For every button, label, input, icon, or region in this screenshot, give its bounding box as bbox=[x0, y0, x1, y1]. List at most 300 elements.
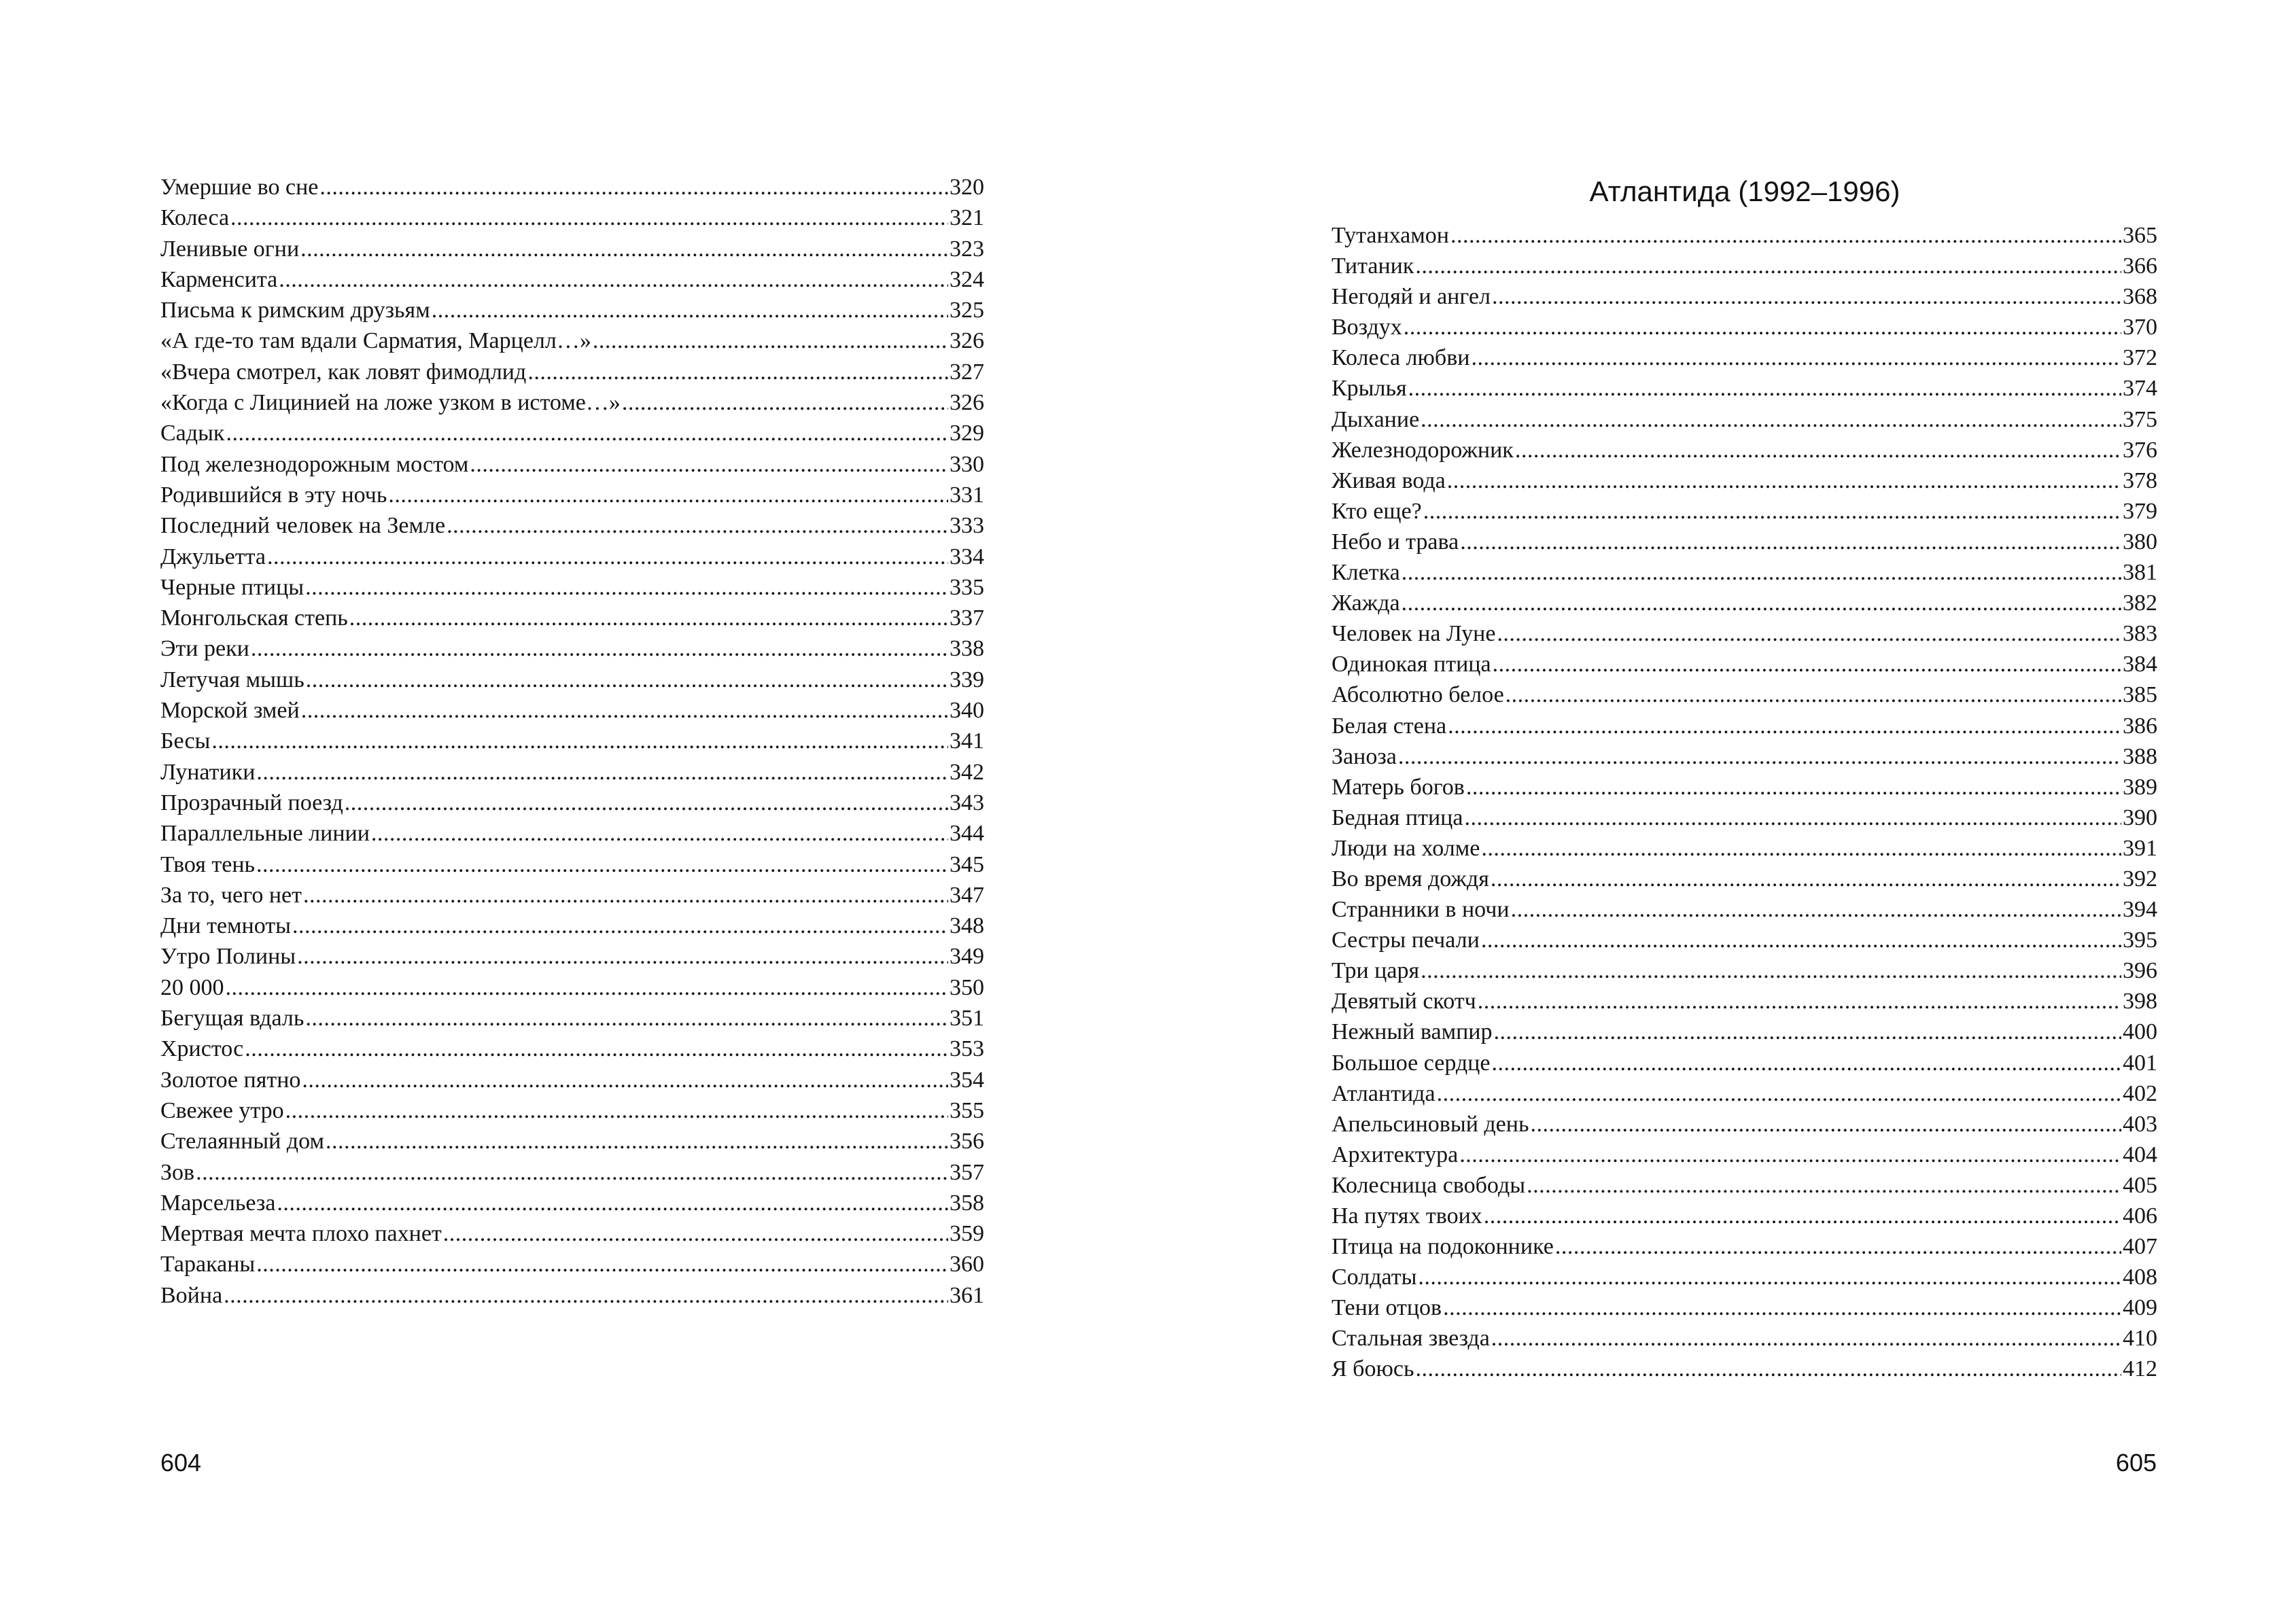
dot-leader bbox=[305, 1003, 948, 1034]
toc-entry-page-number: 355 bbox=[950, 1097, 984, 1123]
toc-entry-title: Кто еще? bbox=[1332, 498, 1422, 524]
toc-entry bbox=[160, 726, 984, 756]
dot-leader bbox=[1460, 527, 2121, 557]
dot-leader bbox=[1478, 986, 2121, 1017]
dot-leader bbox=[1402, 588, 2121, 618]
toc-entry-title: Умершие во сне bbox=[160, 175, 319, 200]
toc-entry bbox=[160, 757, 984, 788]
toc-entry-page-number: 398 bbox=[2123, 989, 2157, 1015]
toc-entry-page-number: 400 bbox=[2123, 1019, 2157, 1045]
toc-entry-page-number: 348 bbox=[950, 913, 984, 939]
toc-entry bbox=[1332, 373, 2157, 404]
toc-entry bbox=[1332, 1109, 2157, 1140]
dot-leader bbox=[211, 726, 948, 756]
toc-entry-page-number: 347 bbox=[950, 882, 984, 908]
dot-leader bbox=[1511, 894, 2121, 925]
toc-entry-page-number: 320 bbox=[950, 175, 984, 200]
dot-leader bbox=[1493, 1017, 2121, 1047]
dot-leader bbox=[371, 818, 948, 849]
toc-entry-page-number: 381 bbox=[2123, 560, 2157, 586]
toc-entry-page-number: 379 bbox=[2123, 498, 2157, 524]
toc-entry-title: Ленивые огни bbox=[160, 236, 300, 262]
dot-leader bbox=[256, 757, 948, 788]
toc-entry bbox=[1332, 1201, 2157, 1231]
toc-entry bbox=[160, 1188, 984, 1218]
toc-entry-page-number: 388 bbox=[2123, 743, 2157, 769]
toc-entry-title: Небо и трава bbox=[1332, 529, 1459, 554]
toc-entry-title: Эти реки bbox=[160, 636, 249, 662]
toc-entry-title: Под железнодорожным мостом bbox=[160, 451, 469, 477]
toc-entry bbox=[160, 480, 984, 510]
toc-entry-title: Летучая мышь bbox=[160, 667, 305, 692]
toc-entry-title: Письма к римским друзьям bbox=[160, 298, 430, 323]
toc-entry-title: Архитектура bbox=[1332, 1142, 1459, 1167]
dot-leader bbox=[230, 202, 948, 233]
toc-entry bbox=[160, 1126, 984, 1157]
dot-leader bbox=[470, 449, 948, 480]
toc-entry bbox=[160, 449, 984, 480]
toc-entry-page-number: 389 bbox=[2123, 774, 2157, 800]
dot-leader bbox=[432, 295, 948, 325]
toc-entry bbox=[1332, 342, 2157, 373]
toc-entry-title: Бедная птица bbox=[1332, 805, 1463, 830]
toc-entry-page-number: 383 bbox=[2123, 621, 2157, 647]
toc-entry-title: Черные птицы bbox=[160, 574, 305, 600]
toc-entry bbox=[1332, 1354, 2157, 1384]
toc-entry-title: Титаник bbox=[1332, 253, 1414, 279]
dot-leader bbox=[1497, 618, 2121, 649]
toc-entry bbox=[160, 202, 984, 233]
toc-entry bbox=[160, 788, 984, 818]
toc-entry-title: Я боюсь bbox=[1332, 1356, 1414, 1382]
dot-leader bbox=[279, 264, 948, 295]
dot-leader bbox=[1466, 772, 2121, 802]
toc-entry bbox=[160, 418, 984, 448]
toc-entry-page-number: 334 bbox=[950, 544, 984, 569]
toc-entry-title: Человек на Луне bbox=[1332, 621, 1496, 647]
toc-entry bbox=[1332, 711, 2157, 741]
section-title: Атлантида (1992–1996) bbox=[1589, 175, 1900, 207]
toc-entry-page-number: 339 bbox=[950, 667, 984, 692]
dot-leader bbox=[301, 695, 948, 726]
toc-entry-title: Воздух bbox=[1332, 315, 1402, 340]
toc-entry-page-number: 385 bbox=[2123, 682, 2157, 708]
toc-entry bbox=[160, 172, 984, 202]
toc-entry bbox=[1332, 1323, 2157, 1354]
dot-leader bbox=[527, 357, 948, 387]
dot-leader bbox=[1481, 925, 2121, 955]
toc-entry-page-number: 324 bbox=[950, 266, 984, 292]
toc-entry-title: Белая стена bbox=[1332, 713, 1447, 739]
toc-entry-title: Стелаянный дом bbox=[160, 1129, 324, 1154]
toc-entry bbox=[1332, 251, 2157, 281]
toc-entry-page-number: 382 bbox=[2123, 590, 2157, 616]
toc-entry-title: Птица на подоконнике bbox=[1332, 1234, 1554, 1260]
toc-entry bbox=[1332, 741, 2157, 772]
toc-entry-page-number: 375 bbox=[2123, 406, 2157, 432]
toc-entry-page-number: 378 bbox=[2123, 468, 2157, 493]
toc-entry bbox=[160, 665, 984, 695]
toc-entry bbox=[160, 1218, 984, 1249]
dot-leader bbox=[388, 480, 948, 510]
toc-entry-page-number: 392 bbox=[2123, 866, 2157, 892]
toc-entry-page-number: 356 bbox=[950, 1129, 984, 1154]
toc-entry bbox=[160, 941, 984, 972]
toc-entry-title: Крылья bbox=[1332, 376, 1407, 402]
dot-leader bbox=[306, 665, 948, 695]
toc-entry-title: Золотое пятно bbox=[160, 1067, 301, 1093]
toc-entry-page-number: 331 bbox=[950, 482, 984, 508]
toc-entry-page-number: 396 bbox=[2123, 958, 2157, 984]
toc-entry-page-number: 353 bbox=[950, 1036, 984, 1062]
toc-entry-page-number: 380 bbox=[2123, 529, 2157, 554]
toc-entry bbox=[160, 264, 984, 295]
toc-entry-title: Стальная звезда bbox=[1332, 1326, 1490, 1352]
toc-entry bbox=[160, 387, 984, 418]
toc-entry bbox=[160, 295, 984, 325]
toc-entry bbox=[160, 510, 984, 541]
toc-list-right bbox=[1332, 220, 2157, 1385]
toc-entry-page-number: 402 bbox=[2123, 1080, 2157, 1106]
toc-entry-title: Колесница свободы bbox=[1332, 1172, 1526, 1198]
toc-entry-page-number: 326 bbox=[950, 390, 984, 416]
dot-leader bbox=[1418, 1262, 2121, 1292]
toc-entry-page-number: 406 bbox=[2123, 1203, 2157, 1229]
toc-entry bbox=[1332, 1292, 2157, 1323]
toc-entry-title: «Когда с Лицинией на ложе узком в истоме…» bbox=[160, 390, 621, 416]
toc-entry-page-number: 350 bbox=[950, 974, 984, 1000]
toc-entry bbox=[1332, 527, 2157, 557]
dot-leader bbox=[256, 849, 948, 880]
toc-entry-page-number: 337 bbox=[950, 605, 984, 631]
toc-entry-title: Морской змей bbox=[160, 698, 300, 724]
toc-entry bbox=[1332, 557, 2157, 588]
toc-entry-title: Железнодорожник bbox=[1332, 437, 1514, 463]
toc-entry-title: Зов bbox=[160, 1159, 195, 1185]
dot-leader bbox=[1443, 1292, 2121, 1323]
toc-entry-page-number: 323 bbox=[950, 236, 984, 262]
dot-leader bbox=[1408, 373, 2121, 404]
toc-entry-title: Марсельеза bbox=[160, 1190, 276, 1216]
toc-entry-title: Мертвая мечта плохо пахнет bbox=[160, 1221, 442, 1247]
toc-entry-page-number: 333 bbox=[950, 513, 984, 539]
toc-entry-title: На путях твоих bbox=[1332, 1203, 1482, 1229]
toc-entry-page-number: 338 bbox=[950, 636, 984, 662]
toc-entry-page-number: 342 bbox=[950, 759, 984, 785]
toc-entry bbox=[1332, 465, 2157, 496]
toc-entry-page-number: 409 bbox=[2123, 1295, 2157, 1321]
dot-leader bbox=[622, 387, 948, 418]
toc-entry-page-number: 330 bbox=[950, 451, 984, 477]
dot-leader bbox=[1491, 864, 2121, 894]
toc-entry bbox=[1332, 772, 2157, 802]
toc-entry-title: За то, чего нет bbox=[160, 882, 302, 908]
toc-entry bbox=[1332, 1262, 2157, 1292]
toc-entry-page-number: 410 bbox=[2123, 1326, 2157, 1352]
dot-leader bbox=[1481, 833, 2121, 864]
toc-entry-title: «Вчера смотрел, как ловят фимодлид bbox=[160, 359, 527, 385]
toc-entry-title: Три царя bbox=[1332, 958, 1420, 984]
toc-entry-page-number: 374 bbox=[2123, 376, 2157, 402]
toc-entry-title: Негодяй и ангел bbox=[1332, 284, 1491, 310]
toc-entry-title: Дыхание bbox=[1332, 406, 1420, 432]
toc-entry-page-number: 386 bbox=[2123, 713, 2157, 739]
page-number-right: 605 bbox=[2115, 1449, 2157, 1477]
dot-leader bbox=[319, 172, 948, 202]
toc-entry-page-number: 344 bbox=[950, 821, 984, 847]
dot-leader bbox=[1492, 281, 2121, 312]
dot-leader bbox=[292, 911, 948, 941]
right-page bbox=[1148, 0, 2296, 1605]
toc-entry-title: Родившийся в эту ночь bbox=[160, 482, 387, 508]
toc-entry-page-number: 325 bbox=[950, 298, 984, 323]
toc-entry-title: «А где-то там вдали Сарматия, Марцелл…» bbox=[160, 328, 591, 354]
toc-entry bbox=[160, 1249, 984, 1280]
toc-entry-page-number: 326 bbox=[950, 328, 984, 354]
toc-entry-title: Садык bbox=[160, 421, 225, 446]
toc-entry bbox=[160, 695, 984, 726]
dot-leader bbox=[447, 510, 948, 541]
toc-entry-title: Странники в ночи bbox=[1332, 897, 1510, 923]
toc-entry-title: Солдаты bbox=[1332, 1265, 1417, 1290]
toc-entry-page-number: 349 bbox=[950, 944, 984, 970]
toc-entry-page-number: 408 bbox=[2123, 1265, 2157, 1290]
toc-entry-page-number: 412 bbox=[2123, 1356, 2157, 1382]
toc-entry-title: Апельсиновый день bbox=[1332, 1111, 1529, 1137]
toc-entry bbox=[160, 1157, 984, 1188]
toc-entry-title: Колеса bbox=[160, 205, 230, 231]
toc-entry bbox=[1332, 1017, 2157, 1047]
toc-entry-title: Утро Полины bbox=[160, 944, 296, 970]
toc-entry-title: Нежный вампир bbox=[1332, 1019, 1493, 1045]
toc-entry-page-number: 360 bbox=[950, 1252, 984, 1277]
toc-entry-page-number: 395 bbox=[2123, 928, 2157, 953]
dot-leader bbox=[349, 603, 948, 633]
toc-entry-title: Матерь богов bbox=[1332, 774, 1465, 800]
toc-entry bbox=[1332, 1170, 2157, 1201]
toc-entry-page-number: 329 bbox=[950, 421, 984, 446]
toc-entry-page-number: 340 bbox=[950, 698, 984, 724]
dot-leader bbox=[1515, 435, 2121, 465]
toc-entry-title: Одинокая птица bbox=[1332, 652, 1491, 677]
toc-entry bbox=[1332, 281, 2157, 312]
dot-leader bbox=[1398, 741, 2121, 772]
dot-leader bbox=[1491, 1048, 2121, 1078]
toc-entry-page-number: 391 bbox=[2123, 835, 2157, 861]
toc-entry-title: Война bbox=[160, 1282, 223, 1308]
toc-entry bbox=[160, 357, 984, 387]
dot-leader bbox=[1464, 802, 2121, 833]
toc-entry bbox=[1332, 986, 2157, 1017]
dot-leader bbox=[1447, 465, 2121, 496]
toc-entry-title: Бесы bbox=[160, 728, 211, 754]
toc-entry-page-number: 345 bbox=[950, 851, 984, 877]
toc-entry bbox=[160, 1034, 984, 1064]
toc-entry-title: Большое сердце bbox=[1332, 1050, 1491, 1076]
dot-leader bbox=[1421, 955, 2121, 986]
dot-leader bbox=[305, 572, 948, 603]
page-number-left: 604 bbox=[160, 1449, 202, 1477]
toc-entry-page-number: 366 bbox=[2123, 253, 2157, 279]
toc-entry-title: Джульетта bbox=[160, 544, 266, 569]
toc-entry bbox=[160, 911, 984, 941]
toc-entry bbox=[160, 1280, 984, 1311]
dot-leader bbox=[443, 1218, 948, 1249]
toc-entry-title: Дни темноты bbox=[160, 913, 291, 939]
toc-entry-title: Колеса любви bbox=[1332, 345, 1470, 371]
toc-entry-page-number: 354 bbox=[950, 1067, 984, 1093]
toc-entry-title: Прозрачный поезд bbox=[160, 790, 343, 815]
dot-leader bbox=[1404, 312, 2121, 342]
dot-leader bbox=[1450, 220, 2121, 251]
dot-leader bbox=[1491, 1323, 2121, 1354]
dot-leader bbox=[297, 941, 948, 972]
toc-entry bbox=[1332, 955, 2157, 986]
toc-entry bbox=[160, 849, 984, 880]
toc-entry-title: Живая вода bbox=[1332, 468, 1446, 493]
dot-leader bbox=[1471, 342, 2121, 373]
toc-entry bbox=[160, 1095, 984, 1126]
toc-entry bbox=[1332, 802, 2157, 833]
dot-leader bbox=[326, 1126, 948, 1157]
dot-leader bbox=[1530, 1109, 2121, 1140]
dot-leader bbox=[277, 1188, 948, 1218]
toc-entry-page-number: 341 bbox=[950, 728, 984, 754]
toc-entry bbox=[1332, 435, 2157, 465]
toc-entry bbox=[1332, 1140, 2157, 1170]
toc-list-left bbox=[160, 172, 984, 1311]
toc-entry-title: Клетка bbox=[1332, 560, 1400, 586]
toc-entry-title: Девятый скотч bbox=[1332, 989, 1476, 1015]
toc-entry-page-number: 401 bbox=[2123, 1050, 2157, 1076]
toc-entry bbox=[1332, 1048, 2157, 1078]
dot-leader bbox=[1402, 557, 2121, 588]
toc-entry bbox=[1332, 404, 2157, 435]
dot-leader bbox=[1493, 649, 2121, 680]
toc-entry bbox=[1332, 1078, 2157, 1109]
toc-entry bbox=[1332, 680, 2157, 710]
toc-entry bbox=[160, 572, 984, 603]
toc-entry-page-number: 335 bbox=[950, 574, 984, 600]
toc-entry-title: Бегущая вдаль bbox=[160, 1006, 305, 1031]
toc-entry-page-number: 390 bbox=[2123, 805, 2157, 830]
toc-entry bbox=[1332, 649, 2157, 680]
toc-entry-page-number: 394 bbox=[2123, 897, 2157, 923]
dot-leader bbox=[593, 325, 948, 356]
dot-leader bbox=[1448, 711, 2121, 741]
toc-entry bbox=[1332, 1231, 2157, 1262]
toc-entry-title: Лунатики bbox=[160, 759, 256, 785]
toc-entry-page-number: 407 bbox=[2123, 1234, 2157, 1260]
toc-entry-page-number: 343 bbox=[950, 790, 984, 815]
toc-entry-title: Во время дождя bbox=[1332, 866, 1489, 892]
dot-leader bbox=[226, 418, 948, 448]
dot-leader bbox=[251, 633, 948, 664]
dot-leader bbox=[303, 880, 948, 911]
toc-entry-page-number: 376 bbox=[2123, 437, 2157, 463]
toc-entry bbox=[160, 633, 984, 664]
toc-entry-page-number: 403 bbox=[2123, 1111, 2157, 1137]
dot-leader bbox=[1415, 251, 2121, 281]
toc-entry-title: Сестры печали bbox=[1332, 928, 1480, 953]
toc-entry bbox=[1332, 496, 2157, 527]
dot-leader bbox=[302, 1065, 948, 1095]
toc-entry bbox=[1332, 588, 2157, 618]
toc-entry bbox=[160, 234, 984, 264]
toc-entry bbox=[160, 1065, 984, 1095]
toc-entry-title: Люди на холме bbox=[1332, 835, 1480, 861]
toc-entry-page-number: 404 bbox=[2123, 1142, 2157, 1167]
toc-entry bbox=[1332, 925, 2157, 955]
toc-entry-title: Тараканы bbox=[160, 1252, 256, 1277]
toc-entry bbox=[1332, 220, 2157, 251]
dot-leader bbox=[224, 1280, 948, 1311]
toc-entry-title: Параллельные линии bbox=[160, 821, 370, 847]
toc-entry-page-number: 351 bbox=[950, 1006, 984, 1031]
toc-entry-title: Тутанхамон bbox=[1332, 223, 1449, 248]
dot-leader bbox=[196, 1157, 948, 1188]
dot-leader bbox=[1423, 496, 2121, 527]
toc-entry bbox=[160, 542, 984, 572]
toc-entry-title: Тени отцов bbox=[1332, 1295, 1442, 1321]
toc-entry bbox=[160, 603, 984, 633]
dot-leader bbox=[267, 542, 948, 572]
toc-entry-page-number: 357 bbox=[950, 1159, 984, 1185]
toc-entry-title: Монгольская степь bbox=[160, 605, 348, 631]
dot-leader bbox=[345, 788, 948, 818]
toc-entry-page-number: 359 bbox=[950, 1221, 984, 1247]
toc-entry-title: Карменсита bbox=[160, 266, 278, 292]
toc-entry-title: Заноза bbox=[1332, 743, 1397, 769]
toc-entry-page-number: 368 bbox=[2123, 284, 2157, 310]
toc-entry-title: Свежее утро bbox=[160, 1097, 284, 1123]
toc-entry bbox=[1332, 833, 2157, 864]
toc-entry bbox=[1332, 894, 2157, 925]
dot-leader bbox=[1459, 1140, 2121, 1170]
toc-entry-title: Твоя тень bbox=[160, 851, 256, 877]
toc-entry bbox=[160, 880, 984, 911]
dot-leader bbox=[285, 1095, 948, 1126]
toc-entry-page-number: 321 bbox=[950, 205, 984, 231]
dot-leader bbox=[1555, 1231, 2121, 1262]
dot-leader bbox=[226, 972, 949, 1003]
toc-entry-page-number: 384 bbox=[2123, 652, 2157, 677]
toc-entry-title: Жажда bbox=[1332, 590, 1400, 616]
toc-entry bbox=[160, 972, 984, 1003]
toc-entry-title: Атлантида bbox=[1332, 1080, 1436, 1106]
toc-entry-page-number: 358 bbox=[950, 1190, 984, 1216]
dot-leader bbox=[245, 1034, 948, 1064]
dot-leader bbox=[1421, 404, 2121, 435]
toc-entry bbox=[160, 1003, 984, 1034]
toc-entry-page-number: 361 bbox=[950, 1282, 984, 1308]
dot-leader bbox=[1415, 1354, 2121, 1384]
toc-entry-page-number: 405 bbox=[2123, 1172, 2157, 1198]
toc-entry-title: Абсолютно белое bbox=[1332, 682, 1504, 708]
toc-entry bbox=[1332, 312, 2157, 342]
dot-leader bbox=[1484, 1201, 2121, 1231]
toc-entry bbox=[160, 818, 984, 849]
dot-leader bbox=[256, 1249, 948, 1280]
toc-entry bbox=[160, 325, 984, 356]
toc-entry bbox=[1332, 864, 2157, 894]
toc-entry-title: 20 000 bbox=[160, 974, 224, 1000]
dot-leader bbox=[300, 234, 948, 264]
toc-entry-page-number: 365 bbox=[2123, 223, 2157, 248]
toc-entry-title: Последний человек на Земле bbox=[160, 513, 446, 539]
dot-leader bbox=[1437, 1078, 2121, 1109]
toc-entry-page-number: 370 bbox=[2123, 315, 2157, 340]
